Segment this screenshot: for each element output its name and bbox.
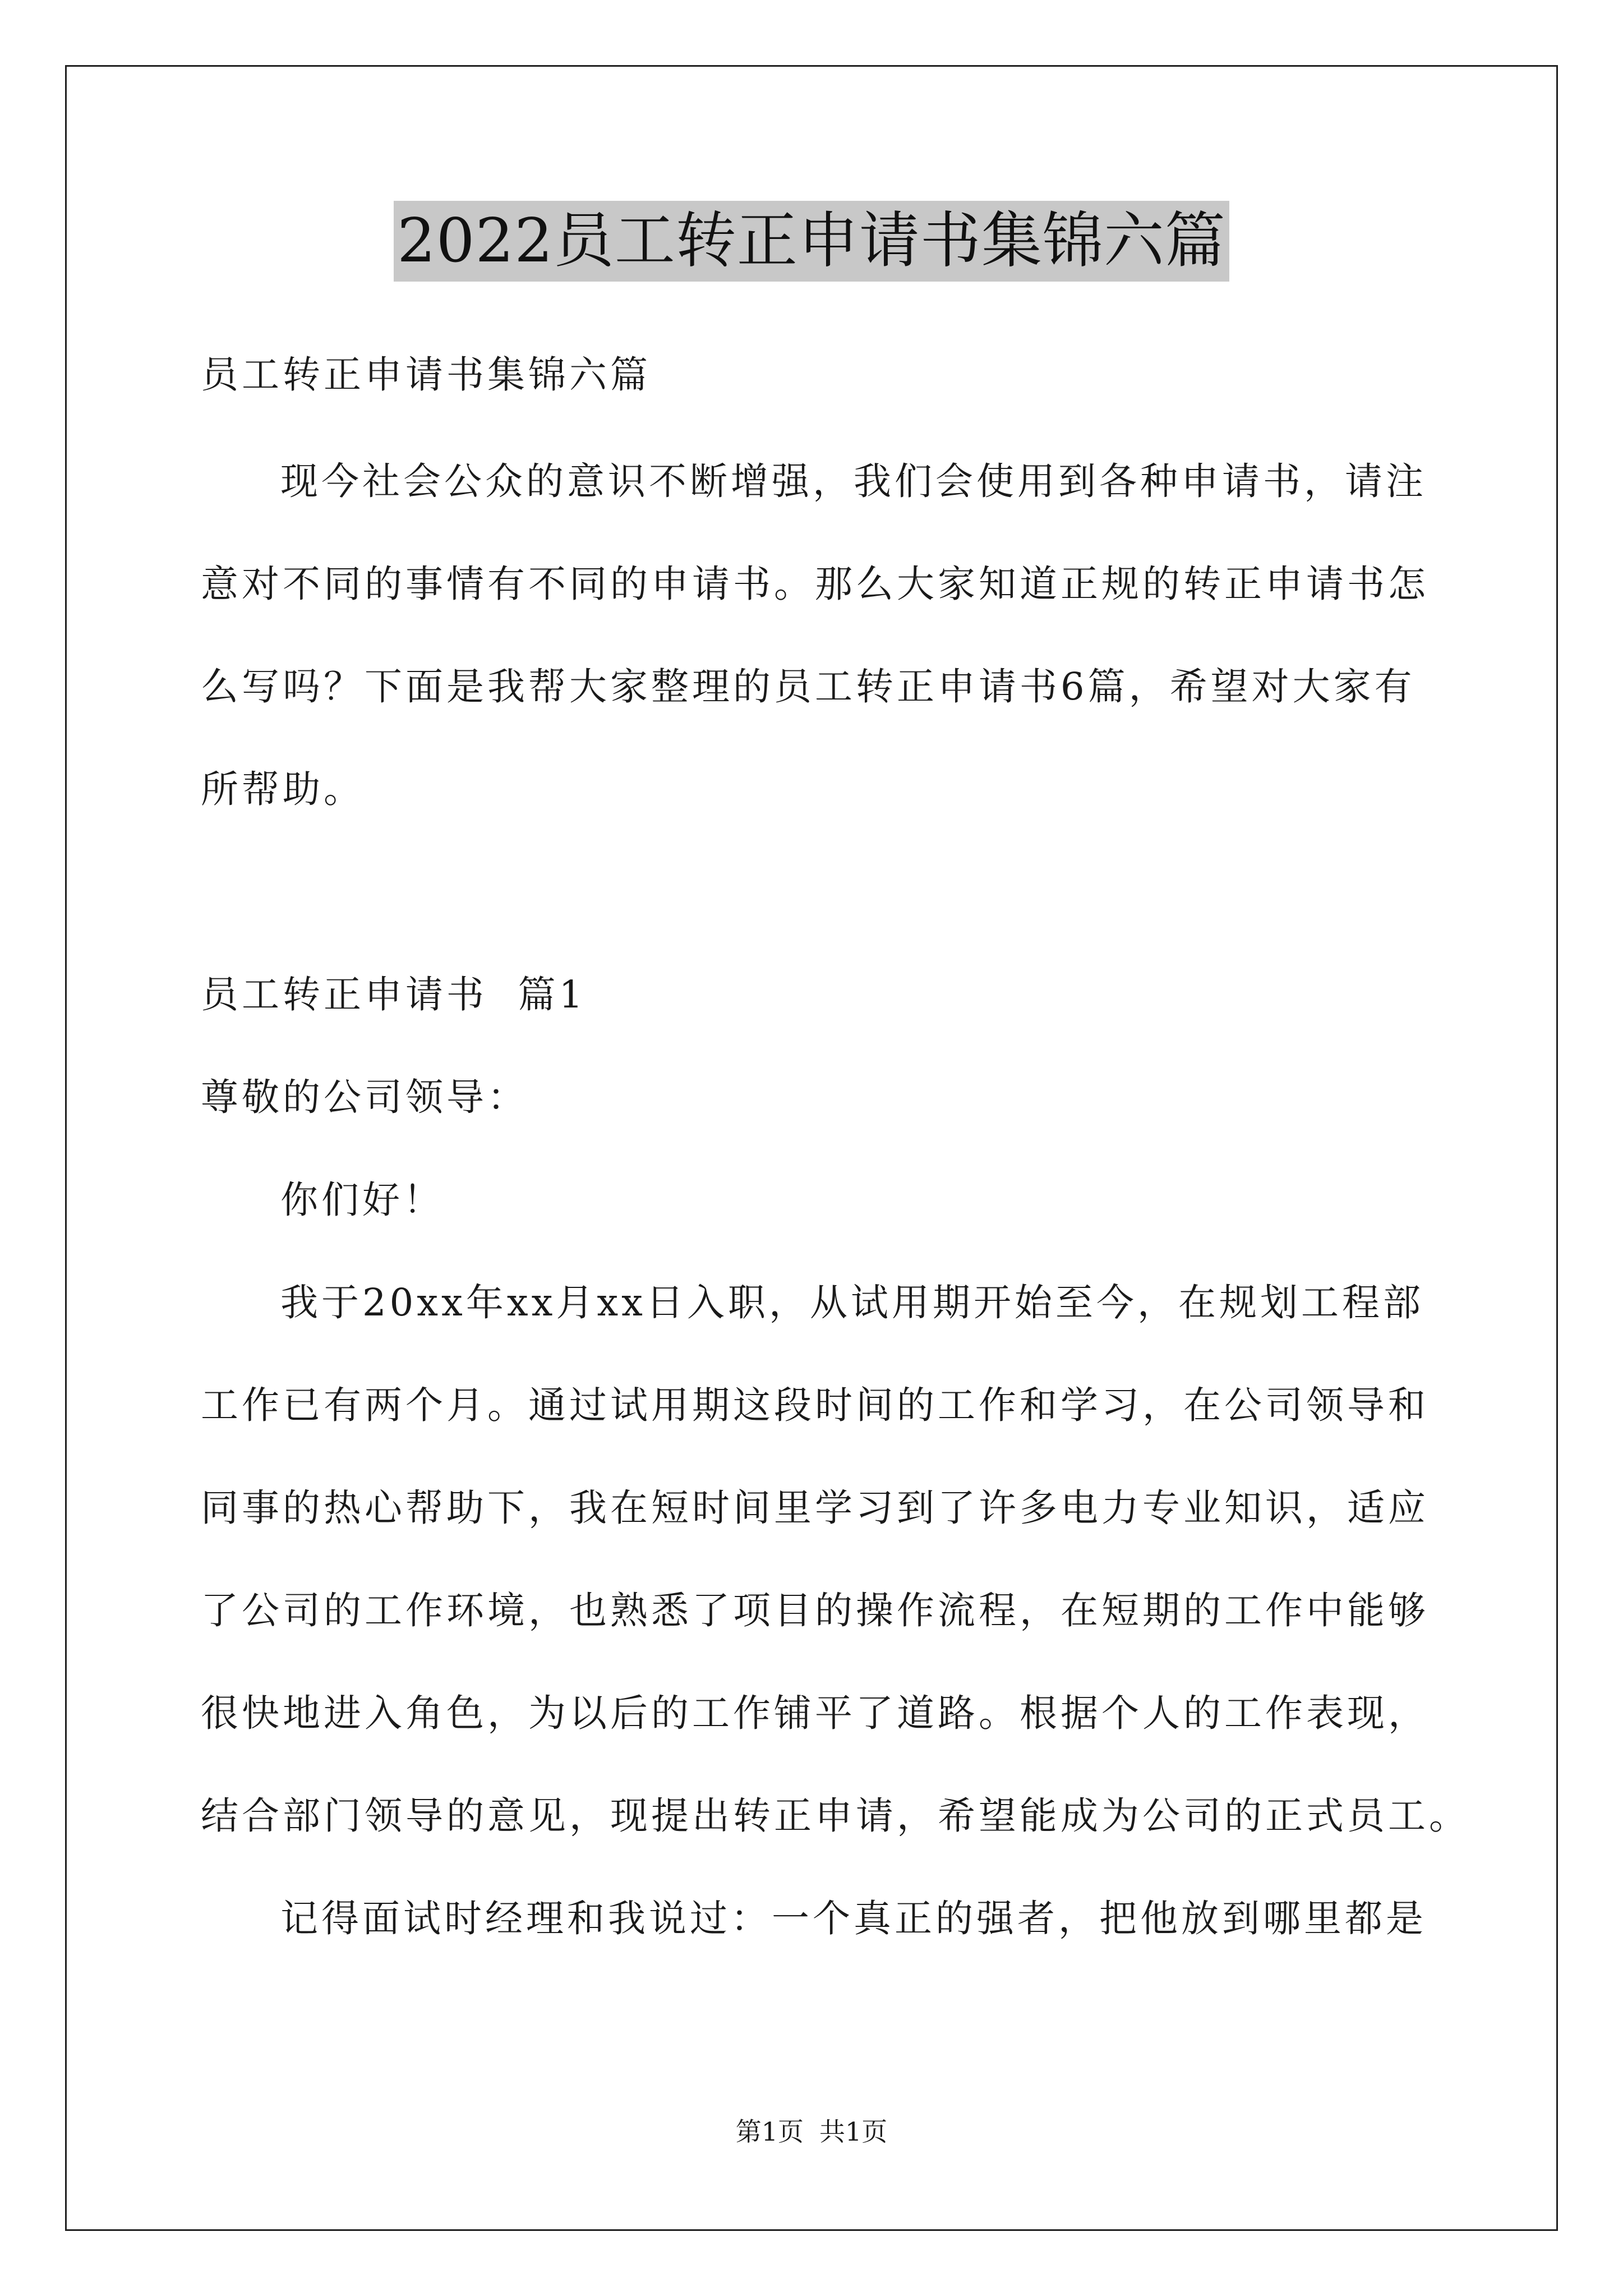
document-title: 2022员工转正申请书集锦六篇 (394, 201, 1229, 282)
page-number: 第1页 (735, 2116, 804, 2147)
title-container (0, 201, 1623, 282)
page-footer (0, 2115, 1623, 2148)
para1-line-5: 很快地进入角色，为以后的工作铺平了道路。根据个人的工作表现， (201, 1691, 1429, 1735)
intro-line-3: 么写吗？下面是我帮大家整理的员工转正申请书6篇，希望对大家有 (201, 665, 1415, 708)
greeting: 你们好！ (280, 1178, 444, 1222)
para1-line-1: 我于20xx年xx月xx日入职，从试用期开始至今，在规划工程部 (280, 1281, 1424, 1324)
document-subtitle: 员工转正申请书集锦六篇 (201, 353, 651, 397)
intro-line-4: 所帮助。 (201, 767, 365, 811)
intro-line-2: 意对不同的事情有不同的申请书。那么大家知道正规的转正申请书怎 (201, 562, 1429, 606)
para1-line-4: 了公司的工作环境，也熟悉了项目的操作流程，在短期的工作中能够 (201, 1589, 1429, 1632)
section-heading: 员工转正申请书 篇1 (201, 973, 587, 1016)
para2-line-1: 记得面试时经理和我说过：一个真正的强者，把他放到哪里都是 (280, 1897, 1427, 1940)
intro-line-1: 现今社会公众的意识不断增强，我们会使用到各种申请书，请注 (280, 459, 1427, 503)
para1-line-6: 结合部门领导的意见，现提出转正申请，希望能成为公司的正式员工。 (201, 1794, 1470, 1838)
para1-line-3: 同事的热心帮助下，我在短时间里学习到了许多电力专业知识，适应 (201, 1486, 1429, 1530)
page-total: 共1页 (819, 2116, 888, 2147)
para1-line-2: 工作已有两个月。通过试用期这段时间的工作和学习，在公司领导和 (201, 1383, 1429, 1427)
salutation: 尊敬的公司领导： (201, 1075, 528, 1119)
